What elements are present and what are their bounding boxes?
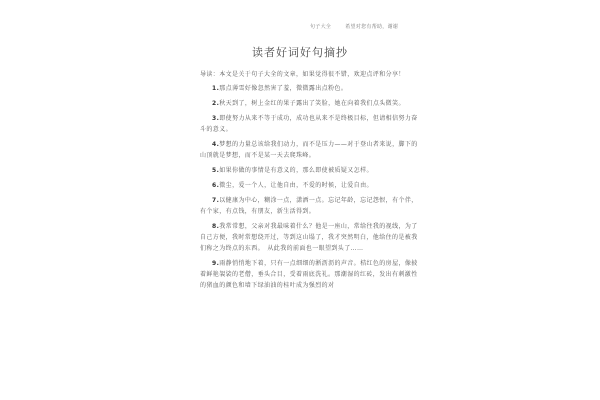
list-item — [200, 139, 418, 161]
list-item — [200, 221, 418, 254]
item-number: 4. — [212, 141, 220, 148]
list-item — [200, 195, 418, 217]
item-text: 那点薄雪好像忽然害了羞，微微露出点粉色。 — [219, 85, 348, 92]
item-number: 1. — [212, 85, 220, 92]
item-number: 2. — [212, 100, 220, 107]
item-text: 微尘，爱一个人，让他自由，不爱的时候，让爱自由。 — [219, 182, 373, 189]
list-item — [200, 258, 418, 291]
item-number: 3. — [212, 115, 220, 122]
list-item — [200, 98, 418, 109]
intro-paragraph: 导读：本文是关于句子大全的文章，如果觉得很不错，欢迎点评和分享！ — [200, 71, 405, 78]
item-number: 7. — [212, 197, 220, 204]
header-left-text: 句子大全 — [310, 24, 332, 30]
item-text: 秋天到了，树上金红的果子露出了笑脸，她在向着我们点头微笑。 — [219, 100, 405, 107]
list-item — [200, 83, 418, 94]
item-text: 我常常想，父亲对我最味着什么？他是一座山，常给往我的视线，为了自己方便，我时常想绕开过，等到这山塌了，我才突然明白，他给住的是被我们称之为终点的东西。 从此我的前面也一眼望到头了…… — [200, 223, 418, 252]
item-text: 即使努力从来不等于成功，成功也从来不是终极目标，但请相信努力奋斗的意义。 — [200, 115, 418, 133]
item-text: 雨静悄悄地下着，只有一点细细的淅沥沥的声音。桔红色的房屋，像披着鲜艳袈裟的老僧，垂头合目，受着雨底洗礼。那潮湿的红砖，发出有刺激性的猪血的颜色和墙下绿油油的桂叶成为强烈的对 — [200, 260, 418, 289]
item-number: 9. — [212, 260, 220, 267]
item-text: 梦想的力量总该给我们动力，而不是压力——对于登山者来说，脚下的山顶就是梦想，而不是某一天去爬珠峰。 — [200, 141, 418, 159]
list-item — [200, 180, 418, 191]
item-number: 8. — [212, 223, 220, 230]
document-title: 读者好词好句摘抄 — [252, 46, 348, 59]
header-right-text: 希望对您有帮助，谢谢 — [345, 24, 399, 30]
item-text: 如果你做的事情是有意义的，那么即使被质疑又怎样。 — [219, 167, 373, 174]
list-item — [200, 113, 418, 135]
item-number: 5. — [212, 167, 220, 174]
document-body — [200, 69, 418, 295]
item-number: 6. — [212, 182, 220, 189]
list-item — [200, 165, 418, 176]
item-text: 以健康为中心，糊涂一点，潇洒一点。忘记年龄，忘记怨恨，有个伴，有个家，有点钱，有朋友，新生活得到。 — [200, 197, 418, 215]
page-header — [310, 23, 398, 30]
